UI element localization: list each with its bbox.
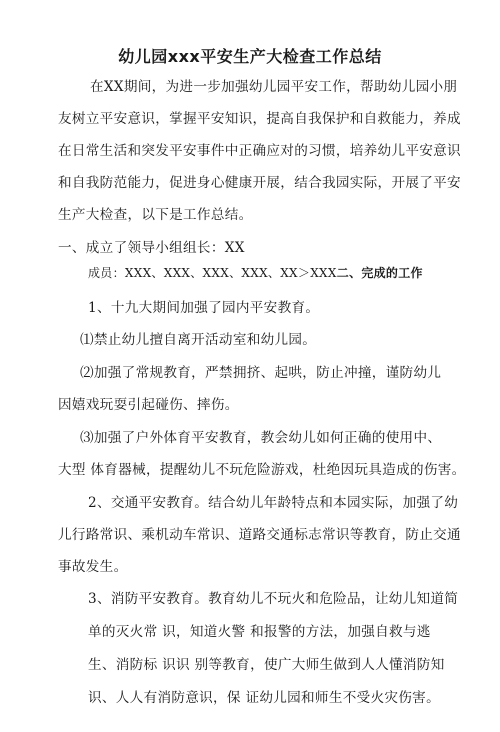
item1-sub2-line2: 因嬉戏玩耍引起碰伤、摔伤。: [58, 397, 239, 413]
item1-sub3-line2: 大型 体育器械，提醒幼儿不玩危险游戏，杜绝因玩具造成的伤害。: [58, 462, 466, 478]
intro-line-2: 友树立平安意识，掌握平安知识，提高自我保护和自救能力，养成: [58, 111, 461, 127]
item3-line4: 识、人人有消防意识，保 证幼儿园和师生不受火灾伤害。: [88, 690, 440, 706]
item1-heading: 1、十九大期间加强了园内平安教育。: [88, 300, 320, 316]
item2-line1: 2、交通平安教育。结合幼儿年龄特点和本园实际，加强了幼: [88, 495, 459, 511]
item3-line2: 单的灭火常 识，知道火警 和报警的方法，加强自救与逃: [88, 624, 431, 640]
members-text: 成员：XXX、XXX、XXX、XXX、XX＞XXX: [88, 266, 337, 280]
item3-line1: 3、消防平安教育。教育幼儿不玩火和危险品，让幼儿知道简: [88, 591, 459, 607]
item1-sub1: ⑴禁止幼儿擅自离开活动室和幼儿园。: [80, 332, 317, 348]
item3-line3: 生、消防标 识识 别等教育，使广大师生做到人人懂消防知: [88, 657, 445, 673]
intro-line-1: 在XX期间，为进一步加强幼儿园平安工作，帮助幼儿园小朋: [90, 79, 458, 95]
intro-line-4: 和自我防范能力，促进身心健康开展，结合我园实际，开展了平安: [58, 175, 461, 191]
intro-line-5: 生产大检查，以下是工作总结。: [58, 207, 253, 223]
document-title: 幼儿园xxx平安生产大检查工作总结: [118, 47, 382, 66]
item1-sub3-line1: ⑶加强了户外体育平安教育，教会幼儿如何正确的使用中、: [80, 430, 442, 446]
intro-line-3: 在日常生活和突发平安事件中正确应对的习惯，培养幼儿平安意识: [58, 143, 461, 159]
item1-sub2-line1: ⑵加强了常规教育，严禁拥挤、起哄，防止冲撞，谨防幼儿: [80, 365, 442, 381]
section1-heading: 一、成立了领导小组组长：XX: [58, 240, 245, 256]
item2-line3: 事故发生。: [58, 559, 128, 575]
section2-heading: 二、完成的工作: [336, 266, 423, 280]
section1-members: [88, 264, 423, 281]
item2-line2: 儿行路常识、乘机动车常识、道路交通标志常识等教育，防止交通: [58, 527, 461, 543]
